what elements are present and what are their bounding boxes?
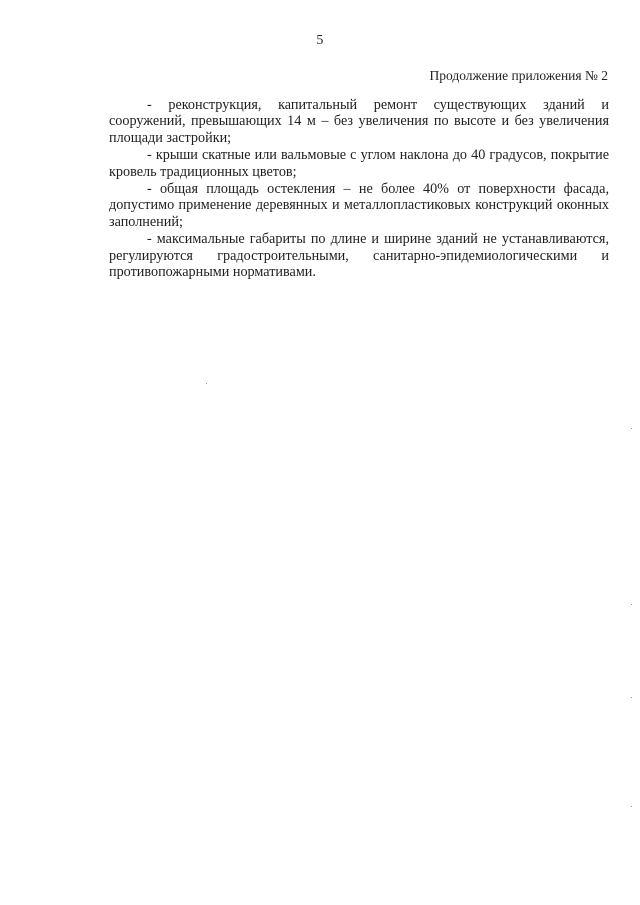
- scan-speck: [631, 428, 632, 429]
- paragraph-glazing: - общая площадь остекления – не более 40% от поверхности фасада, допустимо применение деревянных и металлопластиковых конструкций оконных заполнений;: [109, 181, 609, 230]
- appendix-continuation-note: Продолжение приложения № 2: [429, 68, 608, 83]
- scan-speck: [631, 604, 632, 605]
- document-body: [109, 97, 609, 281]
- paragraph-reconstruction: - реконструкция, капитальный ремонт существующих зданий и сооружений, превышающих 14 м – без увеличения по высоте и без увеличения площади застройки;: [109, 97, 609, 146]
- scan-speck: [631, 806, 632, 807]
- paragraph-roofs: - крыши скатные или вальмовые с углом наклона до 40 градусов, покрытие кровель традиционных цветов;: [109, 147, 609, 180]
- scan-speck: [206, 383, 207, 384]
- page-number: 5: [316, 33, 324, 48]
- scan-speck: [631, 697, 632, 698]
- paragraph-dimensions: - максимальные габариты по длине и ширине зданий не устанавливаются, регулируются градостроительными, санитарно-эпидемиологическими и противопожарными нормативами.: [109, 231, 609, 281]
